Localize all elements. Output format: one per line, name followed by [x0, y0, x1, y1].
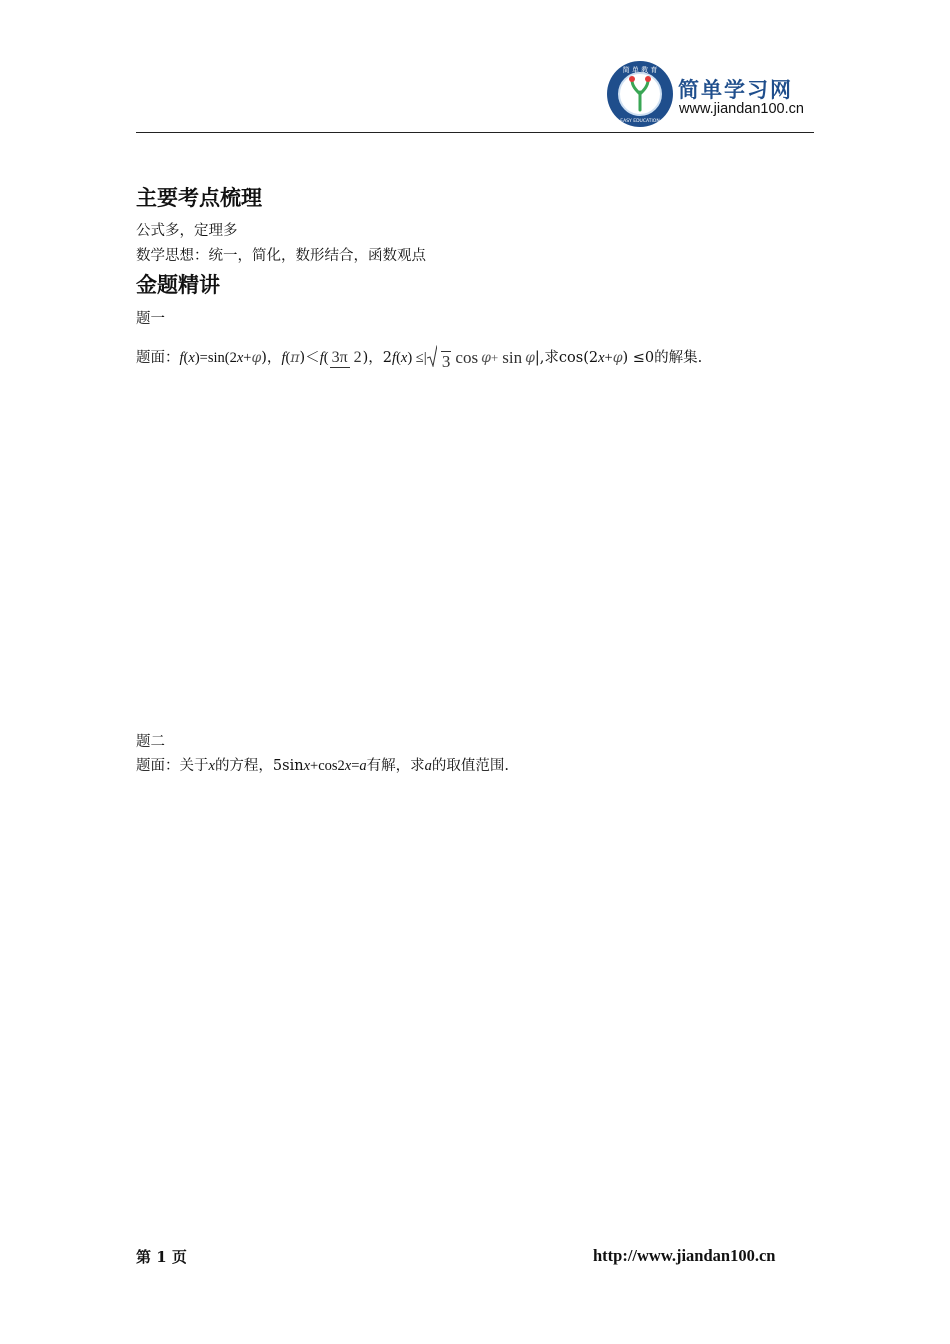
q1-f3: f [319, 350, 324, 366]
question-1-label: 题一 [136, 311, 165, 327]
q1-leq: ) ≤| [407, 350, 427, 366]
q1-fraction-numerator: 3π [331, 349, 348, 366]
sprout-logo-icon [606, 60, 674, 128]
q1-plus3: + [604, 350, 613, 366]
footer-url: http://www.jiandan100.cn [593, 1246, 776, 1265]
q1-ask: |,求cos(2 [534, 350, 599, 366]
q1-paren3: ( [323, 350, 329, 366]
q2-end: 的取值范围. [431, 758, 510, 774]
sqrt-radical-icon [427, 345, 437, 367]
q1-close2: )，2 [362, 350, 393, 366]
q2-a2: a [424, 758, 432, 774]
q1-f1: f [179, 350, 184, 366]
section-title-problems: 金题精讲 [136, 273, 220, 297]
brand-logo [606, 60, 674, 128]
page-number: 第 1 页 [136, 1248, 187, 1266]
q1-phi3: φ [525, 350, 535, 366]
q1-x3: x [400, 350, 408, 366]
q1-close1: )， [261, 350, 282, 366]
q2-x2: x [303, 758, 311, 774]
logo-ring-text-bottom: EASY EDUCATION [620, 119, 660, 124]
q1-phi4: φ [612, 350, 623, 366]
q1-sin: sin [502, 348, 523, 367]
q1-fraction [330, 348, 362, 368]
brand-url: www.jiandan100.cn [679, 101, 804, 117]
brand-name: 简单学习网 [678, 78, 793, 102]
question-2-label: 题二 [136, 734, 165, 750]
q1-phi1: φ [251, 350, 262, 366]
q1-phi2: φ [481, 350, 491, 366]
q1-fraction-denominator: 2 [353, 349, 362, 366]
q2-prefix: 题面：关于 [136, 758, 209, 774]
q1-x1: x [188, 350, 195, 366]
question-1-text [136, 334, 702, 382]
q2-mid1: 的方程，5sin [214, 758, 304, 774]
logo-ring-text: 简 单 教 育 [622, 66, 658, 74]
q1-f4: f [392, 350, 397, 366]
section-title-key-points: 主要考点梳理 [136, 186, 262, 210]
q1-paren1: ( [183, 350, 189, 366]
q2-mid4: 有解，求 [366, 758, 425, 774]
q1-f2: f [281, 350, 286, 366]
q1-plus2: + [490, 350, 499, 365]
q1-cos: cos [455, 348, 479, 367]
key-points-line-2: 数学思想：统一，简化，数形结合，函数观点 [136, 248, 426, 264]
q1-sqrt-value: 3 [441, 352, 451, 371]
q1-sqrt [427, 345, 452, 371]
q1-less: )＜ [299, 350, 320, 366]
q2-mid3: = [351, 758, 360, 774]
q1-paren2: ( [285, 350, 291, 366]
q1-plus1: + [243, 350, 252, 366]
q2-x1: x [208, 758, 215, 774]
q1-x2: x [236, 350, 244, 366]
header-divider [136, 132, 814, 133]
q2-mid2: +cos2 [310, 758, 345, 774]
q1-pi: π [290, 350, 300, 366]
q1-end: ) ≤0的解集. [622, 350, 703, 366]
q1-paren4: ( [396, 350, 401, 366]
key-points-line-1: 公式多，定理多 [136, 223, 238, 239]
q1-prefix: 题面： [136, 350, 180, 366]
q1-x4: x [598, 350, 605, 366]
q2-x3: x [344, 758, 352, 774]
q2-a1: a [359, 758, 367, 774]
question-2-text [136, 757, 509, 775]
q1-sin-part: )=sin(2 [194, 350, 237, 366]
